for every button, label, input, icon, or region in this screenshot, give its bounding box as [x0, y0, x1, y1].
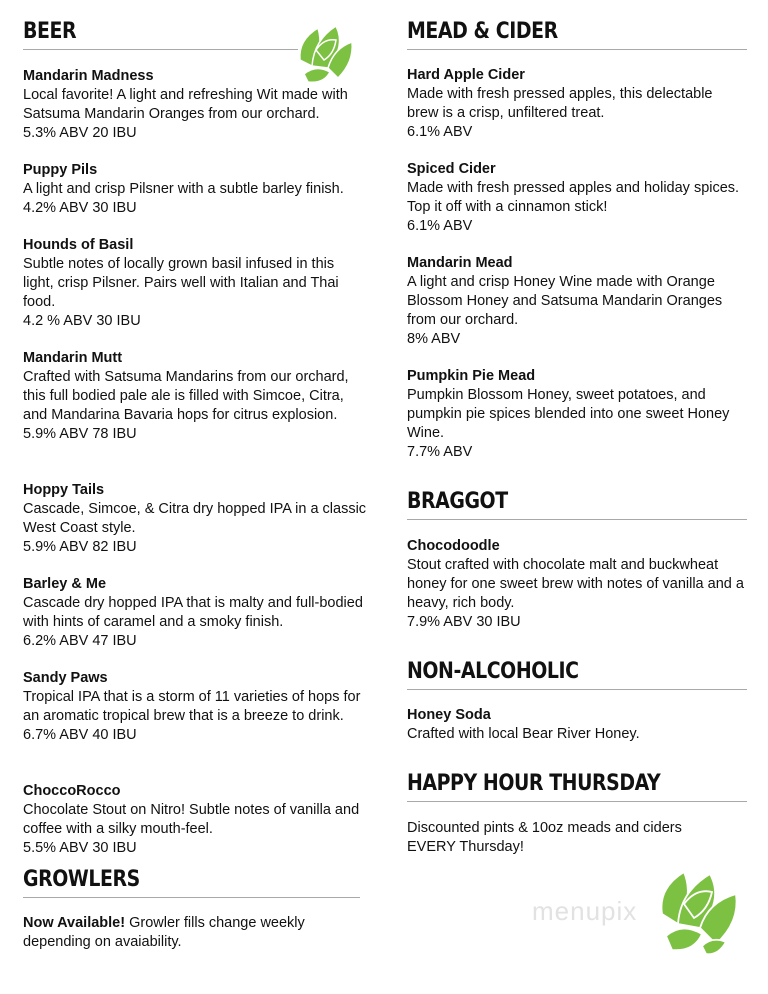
growlers-note	[23, 914, 368, 952]
item-name: Honey Soda	[407, 707, 491, 723]
menu-item	[23, 481, 368, 557]
item-description: Cascade, Simcoe, & Citra dry hopped IPA in a classic West Coast style.	[23, 501, 367, 536]
item-name: Mandarin Mutt	[23, 350, 123, 366]
braggot-section-header	[407, 488, 747, 520]
item-description: Tropical IPA that is a storm of 11 varieties of hops for an aromatic tropical brew that is a breeze to drink.	[23, 689, 361, 724]
item-description: Made with fresh pressed apples and holiday spices. Top it off with a cinnamon stick!	[407, 180, 740, 215]
happy-hour-section-header	[407, 770, 747, 802]
item-description: Crafted with local Bear River Honey.	[407, 726, 640, 742]
growlers-lead: Now Available!	[23, 915, 126, 931]
item-description: Made with fresh pressed apples, this delectable brew is a crisp, unfiltered treat.	[407, 86, 713, 121]
item-abv: 6.1% ABV	[407, 124, 473, 140]
item-name: Puppy Pils	[23, 162, 98, 178]
growlers-title: GROWLERS	[23, 867, 140, 892]
item-name: Pumpkin Pie Mead	[407, 368, 536, 384]
item-description: Cascade dry hopped IPA that is malty and full-bodied with hints of caramel and a smoky finish.	[23, 595, 363, 630]
item-abv: 6.2% ABV 47 IBU	[23, 633, 137, 649]
happy-hour-title: HAPPY HOUR THURSDAY	[407, 771, 661, 796]
menu-item	[23, 575, 368, 651]
item-abv: 5.3% ABV 20 IBU	[23, 125, 137, 141]
item-abv: 4.2% ABV 30 IBU	[23, 200, 137, 216]
beer-section-header	[23, 18, 298, 50]
menu-item	[23, 782, 368, 858]
braggot-title: BRAGGOT	[407, 489, 508, 514]
hop-icon	[294, 20, 356, 86]
section-divider	[23, 897, 360, 898]
item-description: Chocolate Stout on Nitro! Subtle notes of vanilla and coffee with a silky mouth-feel.	[23, 802, 360, 837]
item-name: Hoppy Tails	[23, 482, 105, 498]
menu-item	[23, 669, 368, 745]
section-divider	[407, 519, 747, 520]
growlers-text: Growler fills change weekly depending on avaiability.	[23, 915, 305, 950]
menu-item	[23, 161, 368, 218]
item-name: Hard Apple Cider	[407, 67, 525, 83]
menu-item	[407, 367, 747, 462]
menu-item	[407, 706, 747, 744]
menu-item	[23, 349, 368, 444]
menu-item	[407, 160, 747, 236]
item-description: Subtle notes of locally grown basil infused in this light, crisp Pilsner. Pairs well with Italian and Thai food.	[23, 256, 339, 310]
item-description: Pumpkin Blossom Honey, sweet potatoes, and pumpkin pie spices blended into one sweet Honey Wine.	[407, 387, 730, 441]
watermark: menupix	[532, 896, 638, 926]
menu-item	[23, 236, 368, 331]
beer-title: BEER	[23, 19, 77, 44]
happy-hour-note	[407, 819, 697, 857]
section-divider	[407, 801, 747, 802]
item-abv: 8% ABV	[407, 331, 461, 347]
item-name: Mandarin Mead	[407, 255, 513, 271]
hop-icon	[654, 864, 742, 958]
item-abv: 5.9% ABV 82 IBU	[23, 539, 137, 555]
item-description: A light and crisp Honey Wine made with Orange Blossom Honey and Satsuma Mandarin Oranges from our orchard.	[407, 274, 723, 328]
menu-item	[407, 254, 747, 349]
item-name: Sandy Paws	[23, 670, 108, 686]
item-description: Local favorite! A light and refreshing Wit made with Satsuma Mandarin Oranges from our orchard.	[23, 87, 348, 122]
item-abv: 6.1% ABV	[407, 218, 473, 234]
item-name: ChoccoRocco	[23, 783, 121, 799]
non-alcoholic-section-header	[407, 658, 747, 690]
item-abv: 6.7% ABV 40 IBU	[23, 727, 137, 743]
item-name: Spiced Cider	[407, 161, 496, 177]
happy-hour-text: Discounted pints & 10oz meads and ciders EVERY Thursday!	[407, 820, 682, 855]
item-abv: 5.5% ABV 30 IBU	[23, 840, 137, 856]
section-divider	[23, 49, 298, 50]
item-abv: 5.9% ABV 78 IBU	[23, 426, 137, 442]
growlers-section-header	[23, 866, 360, 898]
item-abv: 7.7% ABV	[407, 444, 473, 460]
item-abv: 7.9% ABV 30 IBU	[407, 614, 521, 630]
mead-cider-section-header	[407, 18, 747, 50]
mead-cider-title: MEAD & CIDER	[407, 19, 558, 44]
item-description: A light and crisp Pilsner with a subtle barley finish.	[23, 181, 344, 197]
section-divider	[407, 49, 747, 50]
non-alcoholic-title: NON-ALCOHOLIC	[407, 659, 579, 684]
item-name: Barley & Me	[23, 576, 107, 592]
menu-item	[407, 537, 747, 632]
item-name: Chocodoodle	[407, 538, 500, 554]
item-description: Stout crafted with chocolate malt and buckwheat honey for one sweet brew with notes of vanilla and a heavy, rich body.	[407, 557, 744, 611]
section-divider	[407, 689, 747, 690]
menu-item	[407, 66, 747, 142]
item-description: Crafted with Satsuma Mandarins from our orchard, this full bodied pale ale is filled with Simcoe, Citra, and Mandarina Bavaria hops for citrus explosion.	[23, 369, 349, 423]
item-name: Hounds of Basil	[23, 237, 134, 253]
item-name: Mandarin Madness	[23, 68, 154, 84]
item-abv: 4.2 % ABV 30 IBU	[23, 313, 141, 329]
